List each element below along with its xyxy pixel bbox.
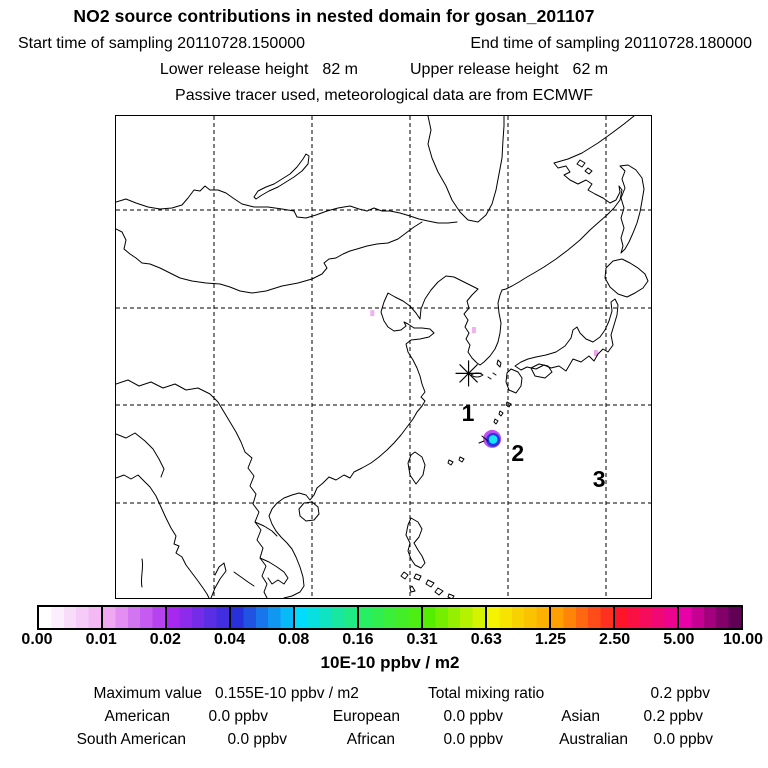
region-name: African	[346, 731, 395, 748]
plume-layer	[370, 310, 598, 448]
region-name: Australian	[559, 731, 628, 748]
total-ratio-label: Total mixing ratio	[428, 685, 545, 702]
region-value: 0.0 ppbv	[443, 708, 503, 725]
region-name: South American	[76, 731, 186, 748]
spacer	[358, 61, 410, 79]
colorbar-segment	[421, 607, 485, 628]
colorbar-segment	[485, 607, 549, 628]
colorbar-tick-label: 5.00	[663, 631, 695, 648]
colorbar-segment	[613, 607, 677, 628]
east-asia-map	[116, 116, 651, 598]
colorbar-segment	[677, 607, 741, 628]
sampling-time-line	[18, 35, 752, 53]
region-value: 0.0 ppbv	[653, 731, 713, 748]
colorbar-tick-label: 0.02	[149, 631, 181, 648]
colorbar-segment	[101, 607, 165, 628]
map-annotation-number: 3	[592, 466, 606, 493]
colorbar-tick-label: 2.50	[599, 631, 631, 648]
colorbar-segment	[293, 607, 357, 628]
release-height-line	[0, 61, 768, 79]
region-stats-line-1	[0, 708, 768, 726]
colorbar-tick-label: 0.31	[406, 631, 438, 648]
region-value: 0.0 ppbv	[227, 731, 287, 748]
page-title: NO2 source contributions in nested domain for gosan_201107	[73, 6, 595, 26]
map-annotation-number: 1	[461, 400, 475, 427]
max-value: 0.155E-10 ppbv / m2	[215, 685, 359, 702]
region-name: Asian	[561, 708, 600, 725]
coastline-layer	[116, 116, 648, 598]
region-name: American	[104, 708, 170, 725]
colorbar-tick-label: 0.04	[213, 631, 246, 648]
colorbar-tick-label: 0.08	[278, 631, 310, 648]
colorbar-tick-label: 10.00	[722, 631, 764, 648]
region-value: 0.0 ppbv	[208, 708, 268, 725]
colorbar-tick-label: 0.16	[342, 631, 374, 648]
lower-release-value: 82 m	[322, 61, 358, 78]
colorbar-tick-labels	[21, 631, 764, 649]
plume-core	[489, 435, 498, 444]
tracer-note: Passive tracer used, meteorological data are from ECMWF	[175, 87, 593, 104]
colorbar-tick-label: 0.63	[470, 631, 502, 648]
upper-release-value: 62 m	[572, 61, 609, 78]
marker-layer	[456, 360, 606, 492]
map-annotation-number: 2	[511, 440, 525, 467]
upper-release-label: Upper release height	[410, 61, 559, 78]
colorbar-segment	[39, 607, 101, 628]
colorbar-tick-label: 0.01	[85, 631, 117, 648]
colorbar-segment	[357, 607, 421, 628]
colorbar-tick-label: 0.00	[21, 631, 53, 648]
start-time-text: Start time of sampling 20110728.150000	[18, 35, 306, 52]
region-name: European	[332, 708, 400, 725]
colorbar-segment	[165, 607, 229, 628]
max-value-line	[0, 685, 768, 703]
trace-spot	[370, 310, 374, 316]
colorbar-unit: 10E-10 ppbv / m2	[320, 653, 460, 672]
map-gridlines	[116, 116, 651, 598]
map-panel	[115, 115, 652, 599]
region-value: 0.2 ppbv	[643, 708, 703, 725]
colorbar-tick-label: 1.25	[534, 631, 567, 648]
region-stats-line-2	[0, 731, 768, 749]
colorbar	[37, 605, 743, 630]
colorbar-segment	[229, 607, 293, 628]
region-value: 0.0 ppbv	[443, 731, 503, 748]
lower-release-label: Lower release height	[159, 61, 309, 78]
total-ratio-value: 0.2 ppbv	[650, 685, 710, 702]
max-value-label: Maximum value	[93, 685, 202, 702]
colorbar-segment	[549, 607, 613, 628]
trace-spot	[472, 327, 476, 333]
end-time-text: End time of sampling 20110728.180000	[470, 35, 752, 52]
